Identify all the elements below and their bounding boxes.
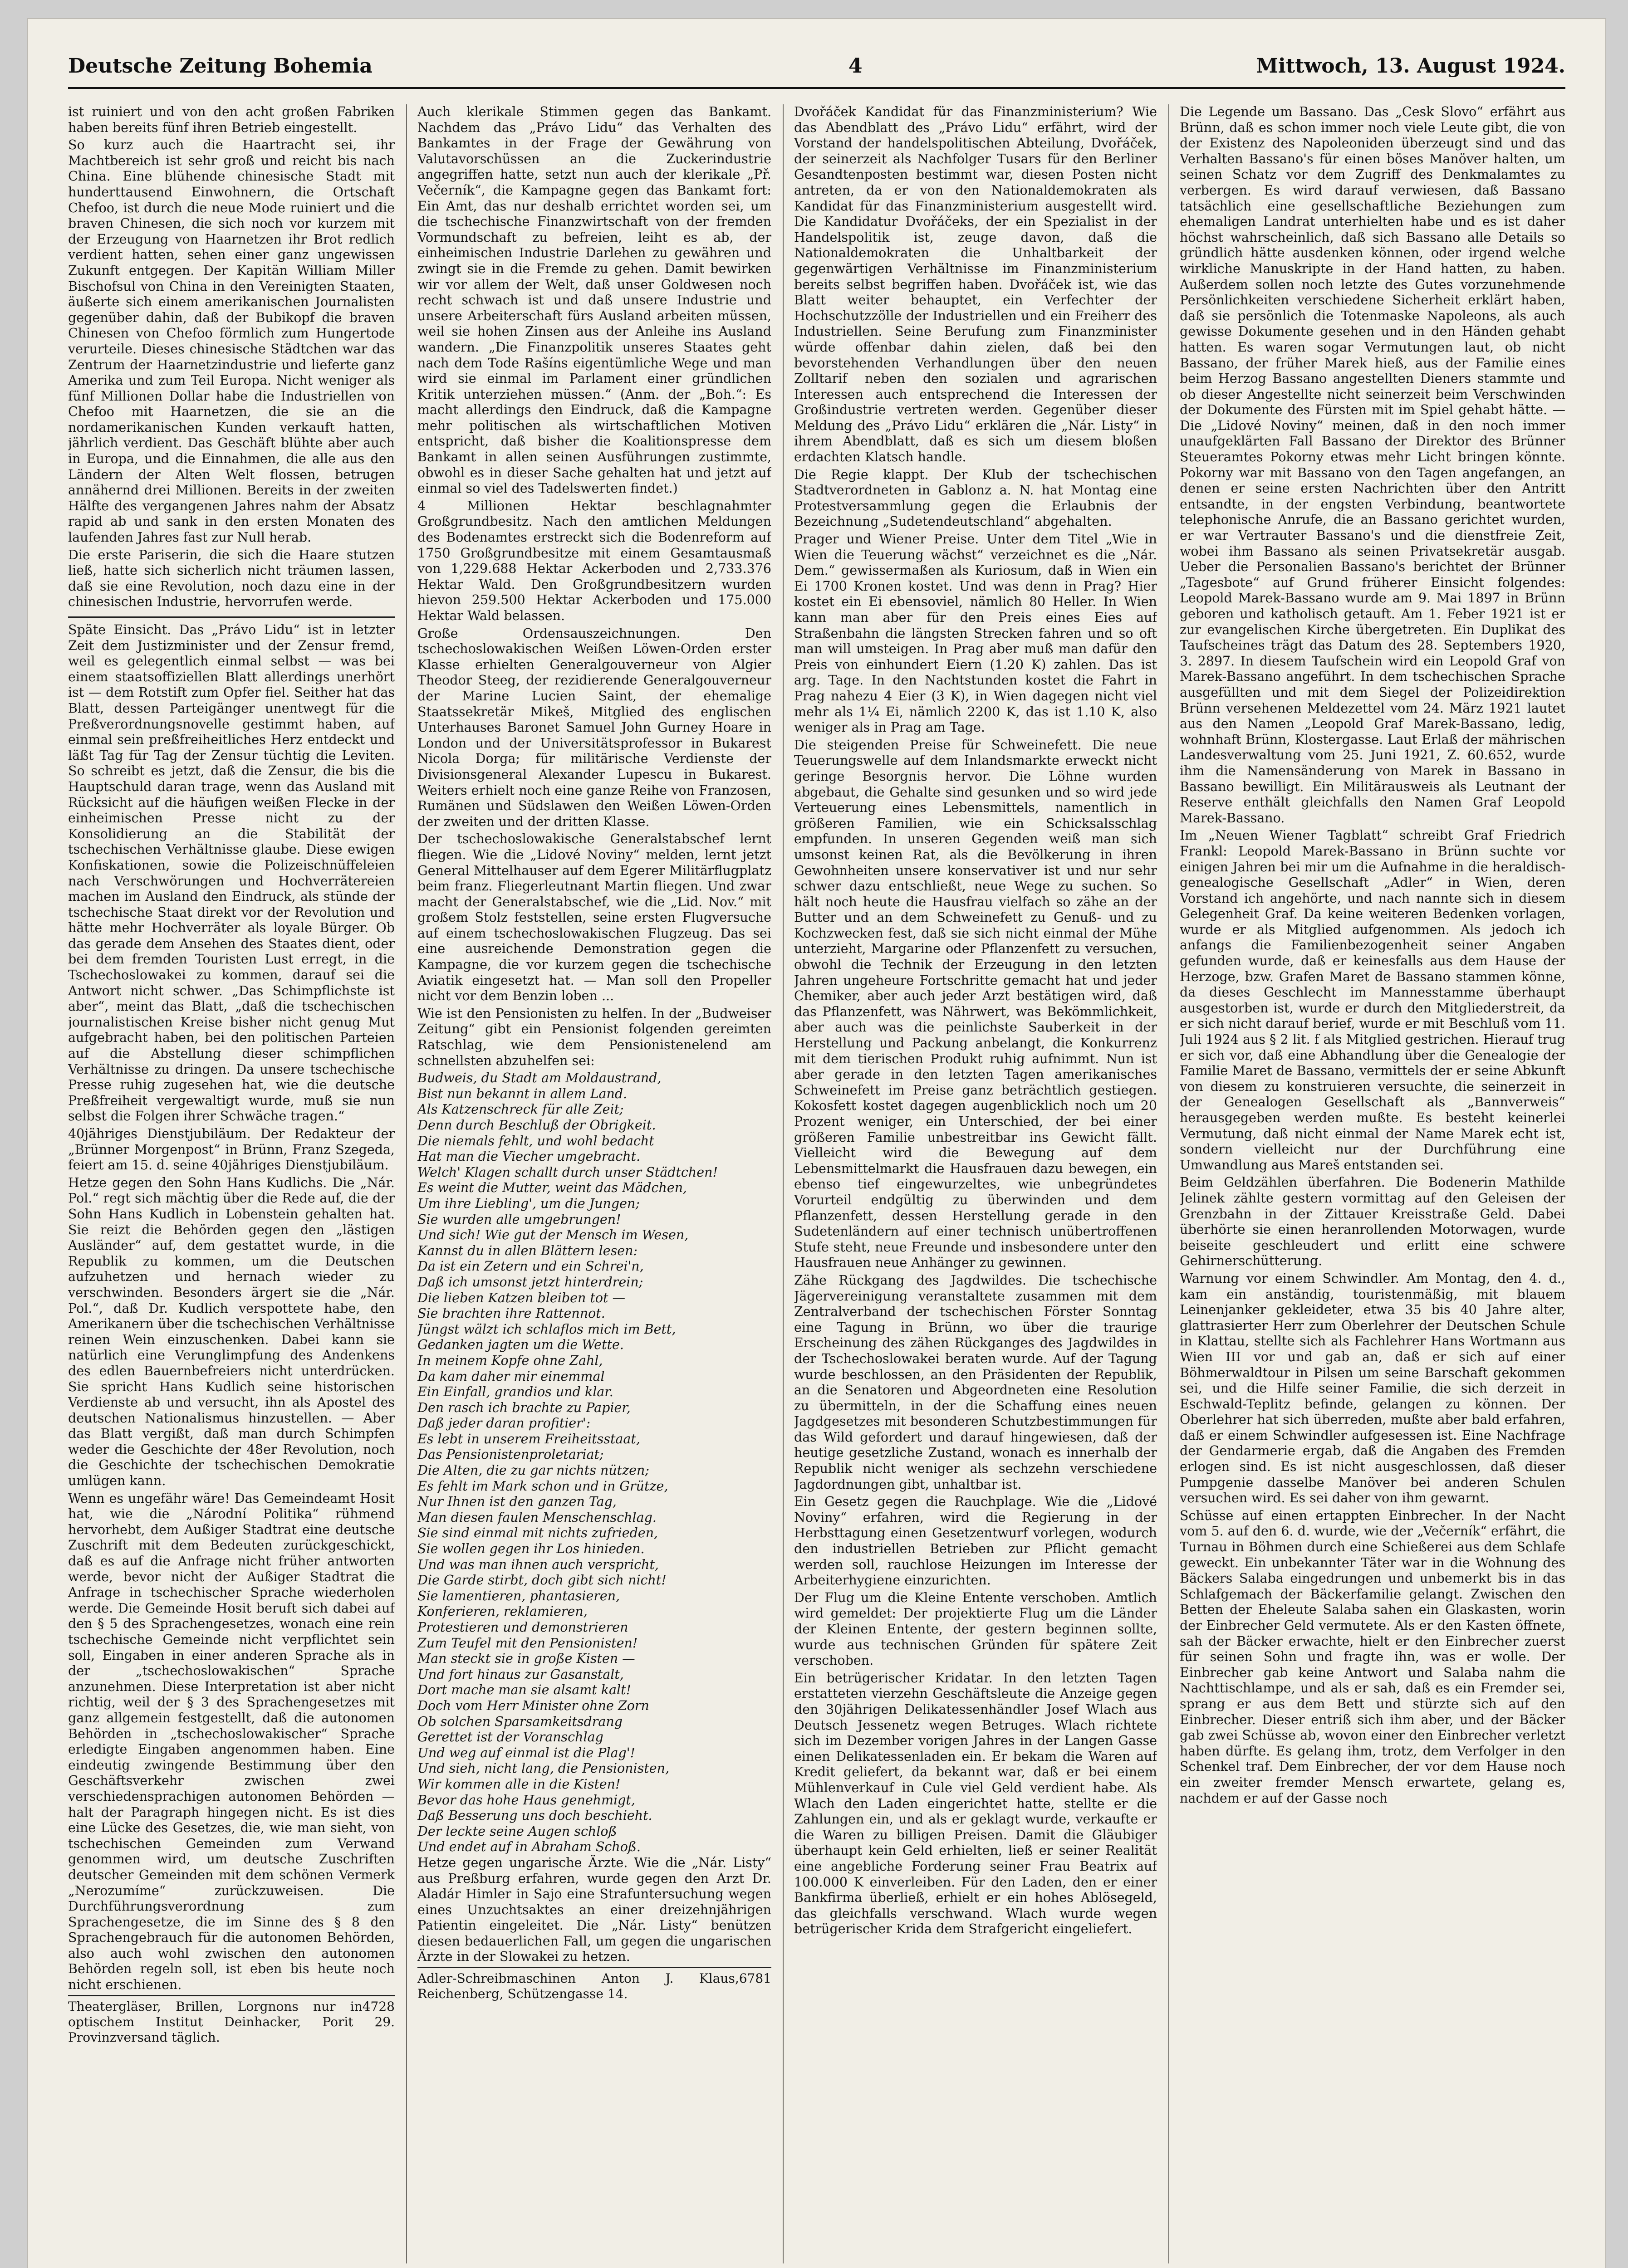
poem-line: Die Alten, die zu gar nichts nützen; (417, 1463, 649, 1478)
poem-line: Das Pensionistenproletariat; (417, 1447, 604, 1462)
poem-line: Dort mache man sie alsamt kalt! (417, 1682, 632, 1698)
ad-text: Theatergläser, Brillen, Lorgnons nur in optischem Institut Deinhacker, Porit 29. Provinzversand täglich. (68, 1999, 395, 2045)
poem-line: Budweis, du Stadt am Moldaustrand, (417, 1070, 662, 1086)
poem-line: Da kam daher mir einemmal (417, 1369, 605, 1384)
poem-line: Sie brachten ihre Rattennot. (417, 1306, 605, 1321)
poem-line: Ob solchen Sparsamkeitsdrang (417, 1714, 623, 1729)
article-paragraph: So kurz auch die Haartracht sei, ihr Machtbereich ist sehr groß und reicht bis nach China. Eine blühende chinesische Stadt mit hunderttausend Einwohnern, die Ortschaft Chefoo, ist durch die neue Mode ruiniert und die braven Chinesen, die sich noch vor kurzem mit der Erzeugung von Haarnetzen ihr Brot redlich verdient hatten, sehen einer ganz ungewissen Zukunft entgegen. Der Kapitän William Miller Bischofsul von China in den Vereinigten Staaten, äußerte sich einem amerikanischen Journalisten gegenüber dahin, daß der Bubikopf die braven Chinesen von Chefoo förmlich zum Hungertode verurteile. Dieses chinesische Städtchen war das Zentrum der Haarnetzindustrie und lieferte ganz Amerika und zum Teil Europa. Nicht weniger als fünf Millionen Dollar habe die Industriellen von Chefoo mit Haarnetzen, die sie an die nordamerikanischen Kunden verkauft hatten, jährlich verdient. Das Geschäft blühte aber auch in Europa, und die Einnahmen, die alle aus den Ländern der Alten Welt flossen, betrugen annähernd drei Millionen. Bereits in der zweiten Hälfte des vergangenen Jahres nahm der Absatz rapid ab und sank in den ersten Monaten des laufenden Jahres fast zur Null herab. (68, 137, 395, 545)
column-rule (1168, 104, 1169, 2263)
poem-line: Gedanken jagten um die Wette. (417, 1337, 624, 1353)
poem-line: Bist nun bekannt in allem Land. (417, 1086, 628, 1101)
poem-line: Sie sind einmal mit nichts zufrieden, (417, 1525, 658, 1541)
poem-line: Daß Besserung uns doch beschieht. (417, 1808, 652, 1823)
masthead (68, 50, 1565, 91)
poem-line: Nur Ihnen ist den ganzen Tag, (417, 1494, 617, 1510)
article-paragraph: ist ruiniert und von den acht großen Fabriken haben bereits fünf ihren Betrieb eingestellt. (68, 104, 395, 135)
article-paragraph: Die Regie klappt. Der Klub der tschechischen Stadtverordneten in Gablonz a. N. hat Montag eine Protestversammlung gegen die Erlaubnis der Bezeichnung „Sudetendeutschland“ abgehalten. (794, 467, 1157, 529)
article-paragraph: Die Legende um Bassano. Das „Cesk Slovo“ erfährt aus Brünn, daß es schon immer noch viele Leute gibt, die von der Existenz des Napoleoniden überzeugt sind und das Verhalten Bassano's für einen böses Manöver halten, um seinen Schatz vor dem Zugriff des Denkmalamtes zu verbergen. Es wird darauf verwiesen, daß Bassano tatsächlich eine gesellschaftliche Beziehungen zum ehemaligen Landrat unterhielten habe und es ist daher höchst wahrscheinlich, daß sich Bassano alle Details so gründlich hätte ausdenken können, oder irgend welche wirkliche Manuskripte in der Hand hatten, zu haben. Außerdem sollen noch letzte des Gutes vorzunehmende Persönlichkeiten verschiedene Sicherheit erklärt haben, daß sie persönlich die Totenmaske Napoleons, als auch gewisse Dokumente gesehen und in den Händen gehabt hatten. Es waren sogar Vermutungen laut, ob nicht Bassano, der früher Marek hieß, aus der Familie eines beim Herzog Bassano angestellten Dieners stammte und ob dieser Angestellte nicht seinerzeit beim Verschwinden der Dokumente des Fürsten mit im Spiel gehabt hätte. — Die „Lidové Noviny“ meinen, daß in den noch immer unaufgeklärten Fall Bassano der Direktor des Brünner Steueramtes Pokorny etwas mehr Licht bringen könnte. Pokorny war mit Bassano von den Tagen angefangen, an denen er seine ersten Nachrichten über den Antritt entsandte, in der engsten Verbindung, beantwortete telephonische Anrufe, die an Bassano gerichtet wurden, er war Vertrauter Bassano's und die dienstfreie Zeit, wobei ihm Bassano als seinen Privatsekretär ausgab. Ueber die Personalien Bassano's berichtet der Brünner „Tagesbote“ auf Grund früherer Einsicht folgendes: Leopold Marek-Bassano wurde am 9. Mai 1897 in Brünn geboren und katholisch getauft. Am 1. Feber 1921 ist er zur evangelischen Kirche übergetreten. Ein Duplikat des Taufscheines trägt das Datum des 28. Septembers 1920, 3. 2897. In diesem Taufschein wird ein Leopold Graf von Marek-Bassano angeführt. In dem tschechischen Sprache ausgefüllten und mit dem Siegel der Polizeidirektion Brünn versehenen Meldezettel vom 24. März 1921 lautet aus den Namen „Leopold Graf Marek-Bassano, ledig, wohnhaft Brünn, Klostergasse. Laut Erlaß der mährischen Landesverwaltung vom 25. Juni 1921, Z. 60.652, wurde ihm die Namensänderung von Marek in Bassano in Bassano bewilligt. Ein Militärausweis als Leutnant der Reserve enthält gleichfalls den Namen Graf Leopold Marek-Bassano. (1180, 104, 1565, 826)
poem-line: Es lebt in unserem Freiheitsstaat, (417, 1431, 640, 1447)
article-paragraph: Große Ordensauszeichnungen. Den tschechoslowakischen Weißen Löwen-Orden erster Klasse erhielten Generalgouverneur von Algier Theodor Steeg, der rezidierende Generalgouverneur der Marine Lucien Saint, der ehemalige Staatssekretär Mikeš, Mitglied des englischen Unterhauses Baronet Samuel John Gurney Hoare in London und der Universitätsprofessor in Bukarest Nicola Dorga; für militärische Verdienste der Divisionsgeneral Alexander Lupescu in Bukarest. Weiters erhielt noch eine ganze Reihe von Franzosen, Rumänen und Südslawen den Weißen Löwen-Orden der zweiten und der dritten Klasse. (417, 626, 771, 829)
poem-line: Ein Einfall, grandios und klar. (417, 1384, 613, 1400)
poem-line: Und was man ihnen auch verspricht, (417, 1557, 659, 1572)
article-paragraph: Der tschechoslowakische Generalstabschef lernt fliegen. Wie die „Lidové Noviny“ melden, lernt jetzt General Mittelhauser auf dem Egerer Militärflugplatz beim franz. Fliegerleutnant Martin fliegen. Und zwar macht der Generalstabschef, wie die „Lid. Nov.“ mit großem Stolz feststellen, seine ersten Flugversuche auf einem tschechoslowakischen Flugzeug. Das sei eine ausreichende Demonstration gegen die Kampagne, die vor kurzem gegen die tschechische Aviatik eingesetzt hat. — Man soll den Propeller nicht vor dem Benzin loben ... (417, 831, 771, 1004)
column-rule (406, 104, 407, 2263)
poem-line: Die lieben Katzen bleiben tot — (417, 1290, 626, 1305)
poem-line: Zum Teufel mit den Pensionisten! (417, 1635, 638, 1651)
advertisement (68, 1995, 395, 2045)
article-paragraph: Warnung vor einem Schwindler. Am Montag, den 4. d., kam ein anständig, touristenmäßig, mit blauem Leinenjanker gekleideter, etwa 35 bis 40 Jahre alter, glattrasierter Herr zum Oberlehrer der Deutschen Schule in Klattau, stellte sich als Fachlehrer Hans Wortmann aus Wien III vor und gab an, daß er sich auf einer Böhmerwaldtour in Pilsen um seine Barschaft gekommen sei, und die Hilfe seiner Familie, die sich derzeit in Eschwald-Teplitz befinde, gelangen zu können. Der Oberlehrer hat sich überreden, mußte aber bald erfahren, daß er einem Schwindler aufgesessen ist. Eine Nachfrage der Gendarmerie ergab, daß die Angaben des Fremden erlogen sind. Es ist nicht ausgeschlossen, daß dieser Pumpgenie dasselbe Manöver bei anderen Schulen versuchen wird. Es sei daher von ihm gewarnt. (1180, 1271, 1565, 1506)
masthead-rule (68, 87, 1565, 89)
column-2 (417, 104, 771, 2263)
poem-line: Es fehlt im Mark schon und in Grütze, (417, 1478, 668, 1494)
poem-line: Die Garde stirbt, doch gibt sich nicht! (417, 1573, 667, 1588)
article-paragraph: 4 Millionen Hektar beschlagnahmter Großgrundbesitz. Nach den amtlichen Meldungen des Bodenamtes erstreckt sich die Bodenreform auf 1750 Großgrundbesitze mit einem Gesamtausmaß von 1,229.688 Hektar Ackerboden und 2,733.376 Hektar Wald. Den Großgrundbesitzern wurden hievon 259.500 Hektar Ackerboden und 175.000 Hektar Wald belassen. (417, 498, 771, 623)
article-paragraph: Ein betrügerischer Kridatar. In den letzten Tagen erstatteten vierzehn Geschäftsleute die Anzeige gegen den 30jährigen Delikatessenhändler Josef Wlach aus Deutsch Jessenetz wegen Betruges. Wlach richtete sich im Dezember vorigen Jahres in der Langen Gasse einen Delikatessenladen ein. Er bekam die Waren auf Kredit geliefert, da bekannt war, daß er bei einem Mühlenverkauf in Cule viel Geld verdient habe. Als Wlach den Laden eingerichtet hatte, stellte er die Zahlungen ein, und als er geklagt wurde, verkaufte er die Waren zu billigen Preisen. Damit die Gläubiger überhaupt kein Geld erhielten, ließ er seiner Realität eine angebliche Forderung seiner Frau Beatrix auf 100.000 K einverleiben. Für den Laden, den er einer Bankfirma überließ, erhielt er ein hohes Ablösegeld, das gleichfalls verschwand. Wlach wurde wegen betrügerischer Krida dem Strafgericht eingeliefert. (794, 1670, 1157, 1937)
article-paragraph: Der Flug um die Kleine Entente verschoben. Amtlich wird gemeldet: Der projektierte Flug um die Länder der Kleinen Entente, der gestern beginnen sollte, wurde aus technischen Gründen für spätere Zeit verschoben. (794, 1590, 1157, 1668)
poem-line: Hat man die Viecher umgebracht. (417, 1149, 641, 1164)
advertisement (417, 1967, 771, 2002)
page-number: 4 (848, 54, 863, 78)
article-paragraph: Hetze gegen ungarische Ärzte. Wie die „Nár. Listy“ aus Preßburg erfahren, wurde gegen den Arzt Dr. Aladár Himler in Sajo eine Strafuntersuchung wegen eines Unzuchtsaktes an einer dreizehnjährigen Patientin eingeleitet. Die „Nár. Listy“ benützen diesen bedauerlichen Fall, um gegen die ungarischen Ärzte in der Slowakei zu hetzen. (417, 1855, 771, 1965)
poem-line: Man diesen faulen Menschenschlag. (417, 1510, 657, 1525)
ad-number: 6781 (739, 1971, 771, 1986)
poem-line: Der leckte seine Augen schloß (417, 1823, 617, 1839)
poem-line: Und weg auf einmal ist die Plag'! (417, 1745, 636, 1760)
article-paragraph: Die steigenden Preise für Schweinefett. Die neue Teuerungswelle auf dem Inlandsmarkte erweckt nicht geringe Besorgnis hervor. Die Löhne wurden abgebaut, die Gehalte sind gesunken und so wird jede Verteuerung eines Lebensmittels, namentlich in größeren Familien, wie ein Schicksalsschlag empfunden. In unseren Gegenden weiß man sich umsonst keinen Rat, als die Bevölkerung in ihren Gewohnheiten unsere konservativer ist und nur sehr schwer dazu entschließt, neue Wege zu suchen. So hält noch heute die Hausfrau vielfach so zähe an der Butter und an dem Schweinefett zu Genuß- und zu Kochzwecken fest, daß sie sich nicht einmal der Mühe unterzieht, Margarine oder Pflanzenfett zu versuchen, obwohl die Technik der Erzeugung in den letzten Jahren ungeheure Fortschritte gemacht hat und jeder Chemiker, aber auch jeder Arzt bestätigen wird, daß das Pflanzenfett, was Nährwert, was Bekömmlichkeit, aber auch was die peinlichste Sauberkeit in der Herstellung und Packung anbelangt, die Konkurrenz mit dem tierischen Produkt ruhig aufnimmt. Nun ist aber gerade in den letzten Tagen amerikanisches Schweinefett im Preise ganz beträchtlich gestiegen. Kokosfett kostet dagegen augenblicklich noch um 20 Prozent weniger, ein Unterschied, der bei einer größeren Familie unbestreitbar ins Gewicht fällt. Vielleicht wird die Bewegung auf dem Lebensmittelmarkt die Hausfrauen dazu bewegen, ein ebenso tief eingewurzeltes, wie unbegründetes Vorurteil endgültig zu überwinden und dem Pflanzenfett, dessen Herstellung gerade in den Sudetenländern auf einer technisch unübertroffenen Stufe steht, neue Freunde und insbesondere unter den Hausfrauen neue Anhänger zu gewinnen. (794, 737, 1157, 1271)
poem-line: Und sich! Wie gut der Mensch im Wesen, (417, 1227, 689, 1243)
poem-line: Bevor das hohe Haus genehmigt, (417, 1792, 635, 1808)
poem-line: Den rasch ich brachte zu Papier, (417, 1400, 631, 1415)
article-paragraph: Späte Einsicht. Das „Právo Lidu“ ist in letzter Zeit dem Justizminister und der Zensur fremd, weil es gelegentlich einmal selbst — was bei einem staatsoffiziellen Blatt allerdings unerhört ist — dem Rotstift zum Opfer fiel. Seither hat das Blatt, dessen Parteigänger unentwegt für die Preßverordnungsnovelle gestimmt haben, auf einmal sein preßfreiheitliches Herz entdeckt und läßt Tag für Tag der Zensur tüchtig die Leviten. So schreibt es jetzt, daß die Zensur, die bis die Hauptschuld daran trage, wenn das Ausland mit Rücksicht auf die häufigen weißen Flecke in der einheimischen Presse nicht zu der Konsolidierung an die Stabilität der tschechischen Verhältnisse glaube. Diese ewigen Konfiskationen, sowie die Polizeischnüffeleien nach Verschwörungen und Hochverrätereien machen im Ausland den Eindruck, als stünde der tschechische Staat direkt vor der Revolution und hätte mehr Hochverräter als loyale Bürger. Ob das gerade dem Ansehen des Staates dient, oder bei dem fremden Touristen Lust erregt, in die Tschechoslowakei zu kommen, darauf sei die Antwort nicht schwer. „Das Schimpflichste ist aber“, meint das Blatt, „daß die tschechischen journalistischen Kreise bisher nicht genug Mut aufgebracht haben, bei den politischen Parteien auf die Abstellung dieser schimpflichen Verhältnisse zu dringen. Da unsere tschechische Presse ruhig zugesehen hat, wie die deutsche Preßfreiheit vergewaltigt wurde, muß sie nun selbst die Folgen ihrer Schwäche tragen.“ (68, 622, 395, 1124)
poem-line: Sie lamentieren, phantasieren, (417, 1588, 620, 1603)
article-paragraph: Schüsse auf einen ertappten Einbrecher. In der Nacht vom 5. auf den 6. d. wurde, wie der „Večerník“ erfährt, die Turnau in Böhmen durch eine Schießerei aus dem Schlafe geweckt. Ein unbekannter Täter war in die Wohnung des Bäckers Salaba eingedrungen und unbemerkt bis in das Schlafgemach der Bäckerfamilie gelangt. Zwischen den Betten der Eheleute Salaba sahen ein Glaskasten, worin der Einbrecher Geld vermutete. Als er den Kasten öffnete, sah der Bäcker erwachte, hielt er den Einbrecher zuerst für seinen Sohn und fragte ihn, was er wolle. Der Einbrecher gab keine Antwort und Salaba nahm die Nachttischlampe, und als er sah, daß es ein Fremder sei, sprang er aus dem Bett und stürzte sich auf den Einbrecher. Dieser entriß sich ihm aber, und der Bäcker gab zwei Schüsse ab, wovon einer den Einbrecher verletzt haben dürfte. Es gelang ihm, trotz, dem Verfolger in den Schenkel traf. Dem Einbrecher, der vor dem Hause noch ein zweiter fremder Mensch erwartete, gelang es, nachdem er auf der Gasse noch (1180, 1508, 1565, 1806)
poem-line: Um ihre Liebling', um die Jungen; (417, 1196, 640, 1211)
poem-line: Die niemals fehlt, und wohl bedacht (417, 1133, 654, 1149)
article-paragraph: Wie ist den Pensionisten zu helfen. In der „Budweiser Zeitung“ gibt ein Pensionist folgenden gereimten Ratschlag, wie dem Pensionistenelend am schnellsten abzuhelfen sei: (417, 1006, 771, 1068)
newspaper-name: Deutsche Zeitung Bohemia (68, 54, 373, 78)
poem-line: Sie wurden alle umgebrungen! (417, 1212, 621, 1227)
article-paragraph: Auch klerikale Stimmen gegen das Bankamt. Nachdem das „Právo Lidu“ das Verhalten des Bankamtes in der Frage der Gewährung von Valutavorschüssen an die Zuckerindustrie angegriffen hatte, setzt nun auch der klerikale „Př. Večerník“, die Kampagne gegen das Bankamt fort: Ein Amt, das nur deshalb errichtet worden sei, um die tschechische Finanzwirtschaft von der fremden Vormundschaft zu befreien, leiht es ab, der einheimischen Industrie Darlehen zu gewähren und zwingt sie in die Fremde zu gehen. Damit bewirken wir vor allem der Welt, daß unser Goldwesen noch recht schwach ist und daß unsere Industrie und unsere Arbeiterschaft fürs Ausland arbeiten müssen, weil sie hohen Zinsen aus der Anleihe ins Ausland wandern. „Die Finanzpolitik unseres Staates geht nach dem Tode Rašíns eigentümliche Wege und man wird sie einmal im Parlament einer gründlichen Kritik unterziehen müssen.“ (Anm. der „Boh.“: Es macht allerdings den Eindruck, daß die Kampagne mehr politischen als wirtschaftlichen Motiven entspricht, daß bisher die Koalitionspresse dem Bankamt in allen seinen Ausführungen zustimmte, obwohl es in dieser Sache gehalten hat und jetzt auf einmal so viel des Tadelswerten findet.) (417, 104, 771, 496)
column-4 (1180, 104, 1565, 2263)
poem-line: Und sieh, nicht lang, die Pensionisten, (417, 1761, 670, 1776)
poem-line: Man steckt sie in große Kisten — (417, 1651, 635, 1667)
article-paragraph: Die erste Pariserin, die sich die Haare stutzen ließ, hatte sich sicherlich nicht träumen lassen, daß sie eine Revolution, noch dazu eine in der chinesischen Industrie, hervorrufen werde. (68, 547, 395, 610)
poem-line: Und fort hinaus zur Gasanstalt, (417, 1667, 624, 1682)
poem-line: Wir kommen alle in die Kisten! (417, 1776, 621, 1792)
poem-line: Da ist ein Zetern und ein Schrei'n, (417, 1259, 644, 1274)
poem-line: Gerettet ist der Voranschlag (417, 1730, 603, 1745)
poem-line: In meinem Kopfe ohne Zahl, (417, 1353, 603, 1368)
poem-line: Kannst du in allen Blättern lesen: (417, 1243, 638, 1258)
poem-line: Daß ich umsonst jetzt hinterdrein; (417, 1274, 643, 1290)
newspaper-page (27, 18, 1606, 2268)
article-paragraph: Prager und Wiener Preise. Unter dem Titel „Wie in Wien die Teuerung wächst“ verzeichnet es die „Nár. Dem.“ gewissermaßen als Kuriosum, daß in Wien ein Ei 1700 Kronen kostet. Und was denn in Prag? Hier kostet ein Ei ebensoviel, nämlich 80 Heller. In Wien kann man aber für den Preis eines Eies auf Straßenbahn die längsten Strecken fahren und so oft man will umsteigen. In Prag aber muß man dafür den Preis von einhundert Eiern (1.20 K) zahlen. Das ist arg. Tage. In den Nachtstunden kostet die Fahrt in Prag nahezu 4 Eier (3 K), in Wien dagegen nicht viel mehr als 1¼ Ei, nämlich 2200 K, das ist 1.10 K, also weniger als in Prag am Tage. (794, 532, 1157, 735)
article-paragraph: Wenn es ungefähr wäre! Das Gemeindeamt Hosit hat, wie die „Národní Politika“ rühmend hervorhebt, dem Außiger Stadtrat eine deutsche Zuschrift mit dem Bedeuten zurückgeschickt, daß es auf die Anfrage nicht früher antworten werde, bevor nicht der Außiger Stadtrat die Anfrage in tschechischer Sprache wiederholen werde. Die Gemeinde Hosit beruft sich dabei auf den § 5 des Sprachengesetzes, wonach eine rein tschechische Gemeinde nicht verpflichtet sein soll, Eingaben in einer anderen Sprache als in der „tschechoslowakischen“ Sprache anzunehmen. Diese Interpretation ist aber nicht richtig, weil der § 3 des Sprachengesetzes mit ganz allgemein festgestellt, daß die autonomen Behörden in „tschechoslowakischer“ Sprache erledigte Eingaben angenommen haben. Eine eindeutig zwingende Bestimmung über den Geschäftsverkehr zwischen zwei verschiedensprachigen autonomen Behörden — halt der Paragraph hingegen nicht. Es ist dies eine Lücke des Gesetzes, die, wie man sieht, von tschechischen Gemeinden zum Verwand genommen wird, um deutsche Zuschriften deutscher Gemeinden mit dem schönen Vermerk „Nerozumíme“ zurückzuweisen. Die Durchführungsverordnung zum Sprachengesetze, die im Sinne des § 8 den Sprachengebrauch für die autonomen Behörden, also auch wohl zwischen den autonomen Behörden regeln soll, ist eben bis heute noch nicht erschienen. (68, 1491, 395, 1993)
poem-line: Jüngst wälzt ich schlaflos mich im Bett, (417, 1321, 676, 1337)
poem-line: Als Katzenschreck für alle Zeit; (417, 1102, 624, 1117)
column-rule (783, 104, 784, 2263)
ad-number: 4728 (362, 1999, 395, 2014)
poem-line: Sie wollen gegen ihr Los hinieden. (417, 1541, 645, 1557)
article-paragraph: Beim Geldzählen überfahren. Die Bodenerin Mathilde Jelinek zählte gestern vormittag auf den Geleisen der Grenzbahn in der Zittauer Kreisstraße Geld. Dabei überhörte sie einen heranrollenden Motorwagen, wurde beiseite geschleudert und erlitt eine schwere Gehirnerschütterung. (1180, 1175, 1565, 1269)
poem-line: Es weint die Mutter, weint das Mädchen, (417, 1180, 687, 1196)
article-paragraph: Hetze gegen den Sohn Hans Kudlichs. Die „Nár. Pol.“ regt sich mächtig über die Rede auf, die der Sohn Hans Kudlich in Lobenstein gehalten hat. Sie reizt die Behörden gegen den „lästigen Ausländer“ auf, dem gestattet wurde, in die Republik zu kommen, um die Deutschen aufzuhetzen und hernach wieder zu verschwinden. Besonders ärgert sie die „Nár. Pol.“, daß Dr. Kudlich verspottete habe, den Amerikanern über die tschechischen Verhältnisse reinen Wein einzuschenken. Dabei kann sie natürlich eine Verunglimpfung des Andenkens des edlen Bauernbefreiers nicht unterdrücken. Sie spricht Hans Kudlich seine historischen Verdienste ab und versucht, ihn als Apostel des deutschen Nationalismus hinzustellen. — Aber das Blatt vergißt, daß man durch Schimpfen weder die Geschichte der 48er Revolution, noch die Geschichte der tschechischen Demokratie umlügen kann. (68, 1175, 395, 1489)
poem-line: Doch vom Herr Minister ohne Zorn (417, 1698, 649, 1713)
article-paragraph: Dvořáček Kandidat für das Finanzministerium? Wie das Abendblatt des „Právo Lidu“ erfährt, wird der Vorstand der handelspolitischen Abteilung, Dvořáček, der seinerzeit als Nachfolger Tusars für den Berliner Gesandtenposten bestimmt war, diesen Posten nicht antreten, da er von den Nationaldemokraten als Kandidat für das Finanzministerium ausgestellt wird. Die Kandidatur Dvořáčeks, der ein Spezialist in der Handelspolitik ist, zeuge davon, daß die Nationaldemokraten die Unhaltbarkeit der gegenwärtigen Verhältnisse im Finanzministerium bereits selbst begriffen haben. Dvořáček ist, wie das Blatt weiter behauptet, ein Verfechter der Hochschutzzölle der Industriellen und ein Freiherr des Industriellen. Seine Berufung zum Finanzminister würde offenbar dahin zielen, daß bei den bevorstehenden Verhandlungen über den neuen Zolltarif neben den sozialen und agrarischen Interessen auch entsprechend die Interessen der Großindustrie vertreten werden. Gegenüber dieser Meldung des „Právo Lidu“ erklären die „Nár. Listy“ in ihrem Abendblatt, daß es sich um diesem bloßen erdachten Klatsch handle. (794, 104, 1157, 465)
column-1 (68, 104, 395, 2263)
article-paragraph: Ein Gesetz gegen die Rauchplage. Wie die „Lidové Noviny“ erfahren, wird die Regierung in der Herbsttagung einen Gesetzentwurf vorlegen, wodurch den industriellen Betrieben zur Pflicht gemacht werden soll, rauchlose Heizungen im Interesse der Arbeiterhygiene einzurichten. (794, 1494, 1157, 1588)
article-paragraph: 40jähriges Dienstjubiläum. Der Redakteur der „Brünner Morgenpost“ in Brünn, Franz Szegeda, feiert am 15. d. seine 40jähriges Dienstjubiläum. (68, 1126, 395, 1173)
poem-line: Und endet auf in Abraham Schoß. (417, 1839, 641, 1855)
poem (417, 1070, 771, 1855)
poem-line: Protestieren und demonstrieren (417, 1620, 628, 1635)
section-divider (68, 616, 395, 618)
poem-line: Denn durch Beschluß der Obrigkeit. (417, 1118, 656, 1133)
column-3 (794, 104, 1157, 2263)
poem-line: Daß jeder daran profitier': (417, 1416, 591, 1431)
article-paragraph: Zähe Rückgang des Jagdwildes. Die tschechische Jägervereinigung veranstaltete zusammen mit dem Zentralverband der tschechischen Förster Sonntag eine Tagung in Brünn, wo über die traurige Erscheinung des zähen Rückganges des Jagdwildes in der Tschechoslowakei beraten wurde. Auf der Tagung wurde beschlossen, an den Präsidenten der Republik, an die Senatoren und Abgeordneten eine Resolution zu übermitteln, in der die Schaffung eines neuen Jagdgesetzes mit besonderen Schutzbestimmungen für das Wild gefordert und darauf hingewiesen, daß der heutige gesetzliche Zustand, wonach es innerhalb der Republik nicht weniger als sechzehn verschiedene Jagdordnungen gibt, unhaltbar ist. (794, 1272, 1157, 1492)
article-paragraph: Im „Neuen Wiener Tagblatt“ schreibt Graf Friedrich Frankl: Leopold Marek-Bassano in Brünn suchte vor einigen Jahren bei mir um die Aufnahme in die heraldisch-genealogische Gesellschaft „Adler“ in Wien, deren Vorstand ich angehörte, und nach nannte sich in diesem Gelegenheit Graf. Da keine weiteren Bedenken vorlagen, wurde er als Mitglied aufgenommen. Als jedoch ich anfangs die Familienbezogenheit seiner Angaben gefunden wurde, daß er keinesfalls aus dem Hause der Herzoge, bzw. Grafen Maret de Bassano stammen könne, da dieses Geschlecht im Mannesstamme überhaupt ausgestorben ist, wurde er durch den Mitgliederstreit, da er sich nicht darauf berief, wurde er mit Beschluß vom 11. Juli 1924 aus § 2 lit. f als Mitglied gestrichen. Hierauf trug er sich vor, daß eine Abhandlung über die Genealogie der Familie Maret de Bassano, vermittels der er seine Abkunft von diesem zu konstruieren versuchte, die seinerzeit in der Genealogen Gesellschaft als „Bannverweis“ herausgegeben werden mußte. Es besteht keinerlei Vermutung, daß nicht einmal der Name Marek echt ist, sondern vielleicht nur der Durchführung eine Umwandlung aus Mareš entstanden sei. (1180, 828, 1565, 1173)
poem-line: Welch' Klagen schallt durch unser Städtchen! (417, 1164, 718, 1180)
poem-line: Konferieren, reklamieren, (417, 1604, 588, 1619)
issue-date: Mittwoch, 13. August 1924. (1256, 54, 1565, 78)
ad-text: Adler-Schreibmaschinen Anton J. Klaus, Reichenberg, Schützengasse 14. (417, 1971, 739, 2002)
